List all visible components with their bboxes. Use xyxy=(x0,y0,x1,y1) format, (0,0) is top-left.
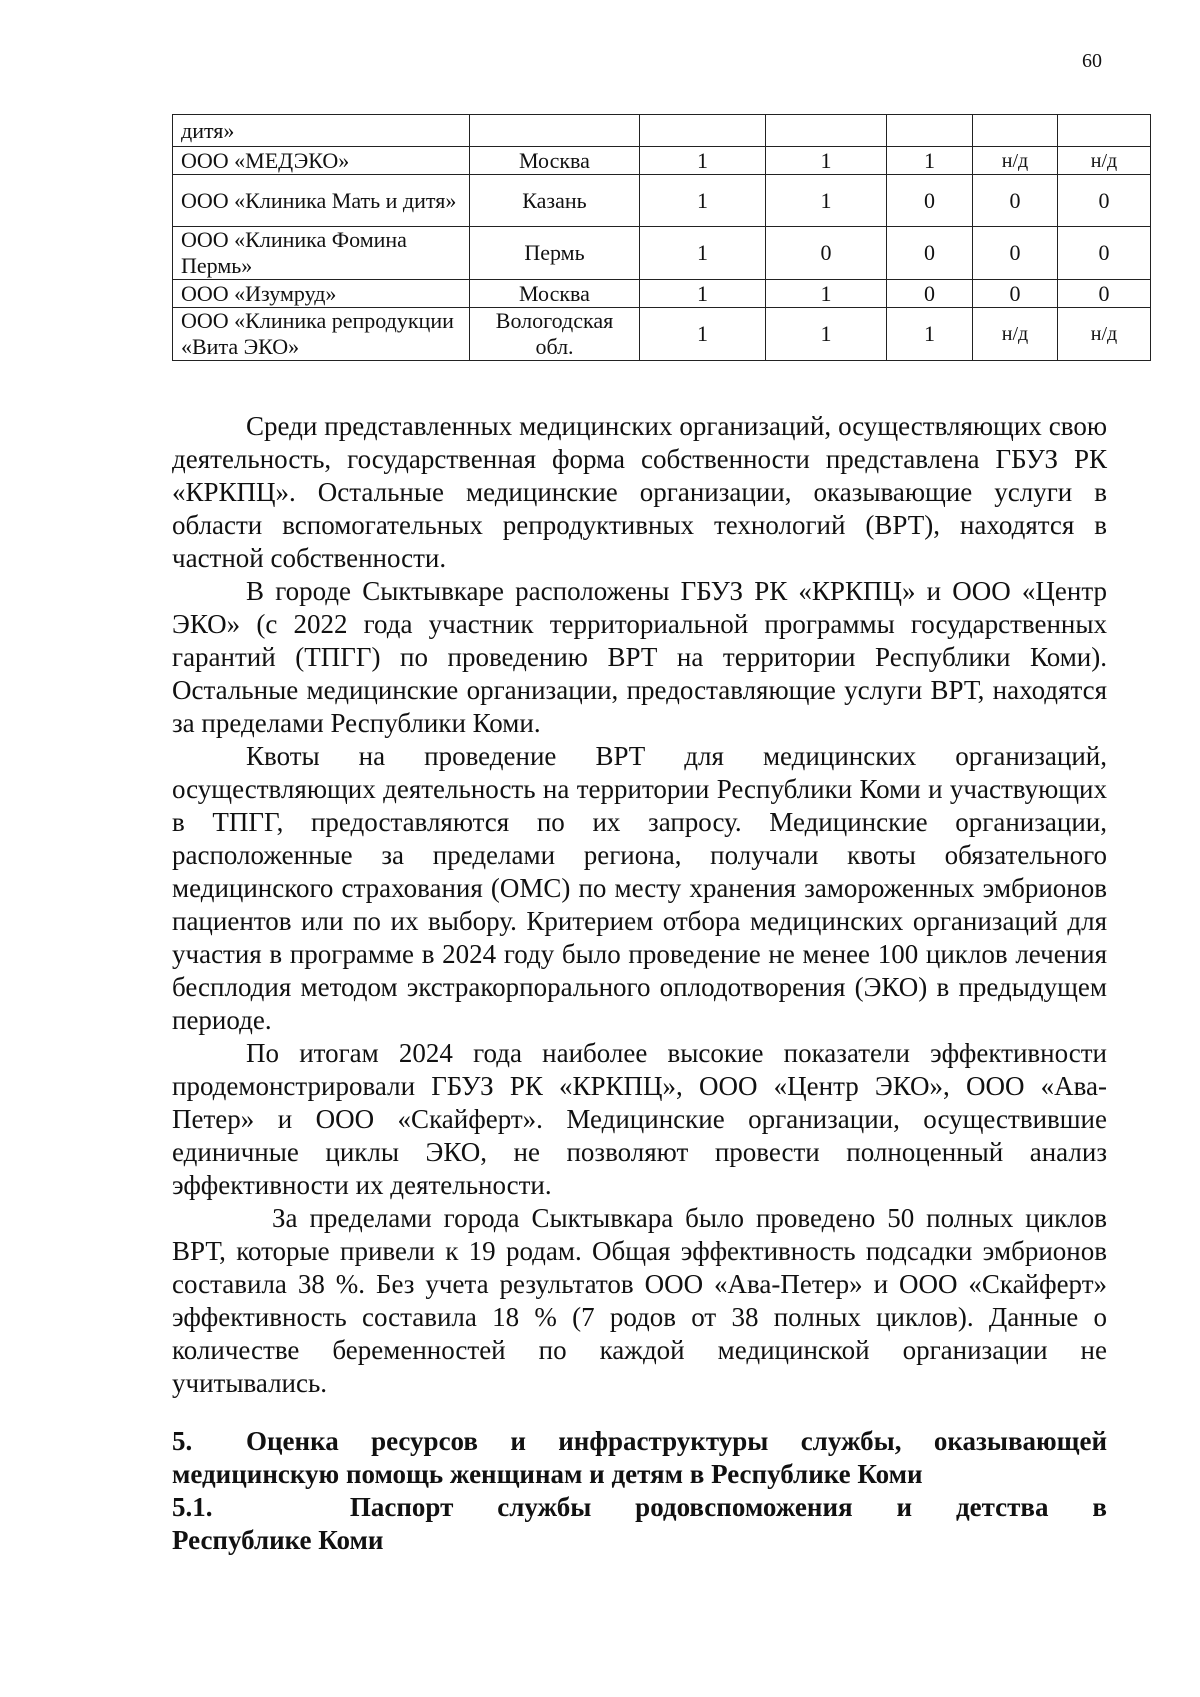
table-body xyxy=(173,115,1151,361)
section-5-1-line xyxy=(172,1491,1107,1524)
value-cell: 0 xyxy=(973,175,1058,227)
paragraph-3: Квоты на проведение ВРТ для медицинских организаций, осуществляющих деятельность на территории Республики Коми и участвующих в ТПГГ, предоставляются по их запросу. Медицинские организации, расположенные за пределами региона, получали квоты обязательного медицинского страхования (ОМС) по месту хранения замороженных эмбрионов пациентов или по их выбору. Критерием отбора медицинских организаций для участия в программе в 2024 году было проведение не менее 100 циклов лечения бесплодия методом экстракорпорального оплодотворения (ЭКО) в предыдущем периоде. xyxy=(172,741,1107,1035)
value-cell: 1 xyxy=(640,227,766,280)
section-5-1-word: Паспорт xyxy=(349,1492,454,1522)
value-cell xyxy=(766,115,887,147)
table-row xyxy=(173,147,1151,175)
section-5-1-word: службы xyxy=(497,1492,592,1522)
section-5-1-title-cont: Республике Коми xyxy=(172,1525,384,1555)
value-cell: 1 xyxy=(640,280,766,308)
paragraph-1: Среди представленных медицинских организаций, осуществляющих свою деятельность, государственная форма собственности представлена ГБУЗ РК «КРКПЦ». Остальные медицинские организации, оказывающие услуги в области вспомогательных репродуктивных технологий (ВРТ), находятся в частной собственности. xyxy=(172,411,1107,573)
page-number: 60 xyxy=(1082,50,1102,72)
table-row xyxy=(173,308,1151,361)
section-5-1-word: детства xyxy=(955,1492,1049,1522)
value-cell: 0 xyxy=(973,227,1058,280)
value-cell: 1 xyxy=(887,147,973,175)
value-cell: 0 xyxy=(1058,227,1151,280)
section-headings xyxy=(172,1425,1107,1557)
org-cell: ООО «МЕДЭКО» xyxy=(173,147,470,175)
city-cell: Вологодская обл. xyxy=(470,308,640,361)
value-cell: 1 xyxy=(640,147,766,175)
section-5-1-word: в xyxy=(1092,1492,1107,1522)
value-cell: н/д xyxy=(973,308,1058,361)
value-cell: 1 xyxy=(766,147,887,175)
value-cell: 0 xyxy=(766,227,887,280)
section-5-title: Оценка ресурсов и инфраструктуры службы, оказывающей медицинскую помощь женщинам и детям в Республике Коми xyxy=(172,1426,1107,1489)
city-cell: Москва xyxy=(470,147,640,175)
value-cell xyxy=(640,115,766,147)
section-5-1-heading xyxy=(172,1491,1107,1557)
value-cell xyxy=(887,115,973,147)
org-cell: ООО «Клиника репродукции «Вита ЭКО» xyxy=(173,308,470,361)
value-cell: 1 xyxy=(887,308,973,361)
value-cell: н/д xyxy=(1058,308,1151,361)
org-cell: ООО «Клиника Мать и дитя» xyxy=(173,175,470,227)
value-cell xyxy=(1058,115,1151,147)
value-cell: 1 xyxy=(640,308,766,361)
value-cell: 1 xyxy=(640,175,766,227)
table-row xyxy=(173,115,1151,147)
value-cell: 0 xyxy=(1058,175,1151,227)
value-cell: 0 xyxy=(887,227,973,280)
paragraph-2: В городе Сыктывкаре расположены ГБУЗ РК «КРКПЦ» и ООО «Центр ЭКО» (с 2022 года участник территориальной программы государственных гарантий (ТПГГ) по проведению ВРТ на территории Республики Коми). Остальные медицинские организации, предоставляющие услуги ВРТ, находятся за пределами Республики Коми. xyxy=(172,576,1107,738)
city-cell: Москва xyxy=(470,280,640,308)
table-row xyxy=(173,175,1151,227)
value-cell: 0 xyxy=(887,175,973,227)
paragraph-5: За пределами города Сыктывкара было проведено 50 полных циклов ВРТ, которые привели к 19 родам. Общая эффективность подсадки эмбрионов составила 38 %. Без учета результатов ООО «Ава-Петер» и ООО «Скайферт» эффективность составила 18 % (7 родов от 38 полных циклов). Данные о количестве беременностей по каждой медицинской организации не учитывались. xyxy=(172,1203,1107,1398)
value-cell: 1 xyxy=(766,175,887,227)
body-text xyxy=(172,410,1107,1400)
value-cell: 1 xyxy=(766,280,887,308)
table-row xyxy=(173,280,1151,308)
table-row xyxy=(173,227,1151,280)
section-5-1-word: родовспоможения xyxy=(635,1492,853,1522)
org-cell: ООО «Клиника Фомина Пермь» xyxy=(173,227,470,280)
city-cell: Казань xyxy=(470,175,640,227)
section-5-number: 5. xyxy=(172,1426,193,1456)
org-cell: дитя» xyxy=(173,115,470,147)
section-5-1-number: 5.1. xyxy=(172,1492,213,1522)
city-cell: Пермь xyxy=(470,227,640,280)
value-cell xyxy=(973,115,1058,147)
value-cell: 1 xyxy=(766,308,887,361)
org-cell: ООО «Изумруд» xyxy=(173,280,470,308)
city-cell xyxy=(470,115,640,147)
value-cell: н/д xyxy=(1058,147,1151,175)
section-5-1-word: и xyxy=(896,1492,913,1522)
clinics-table xyxy=(172,114,1151,361)
value-cell: 0 xyxy=(887,280,973,308)
value-cell: н/д xyxy=(973,147,1058,175)
value-cell: 0 xyxy=(973,280,1058,308)
value-cell: 0 xyxy=(1058,280,1151,308)
paragraph-4: По итогам 2024 года наиболее высокие показатели эффективности продемонстрировали ГБУЗ РК «КРКПЦ», ООО «Центр ЭКО», ООО «Ава-Петер» и ООО «Скайферт». Медицинские организации, осуществившие единичные циклы ЭКО, не позволяют провести полноценный анализ эффективности их деятельности. xyxy=(172,1038,1107,1200)
section-5-heading xyxy=(172,1425,1107,1491)
